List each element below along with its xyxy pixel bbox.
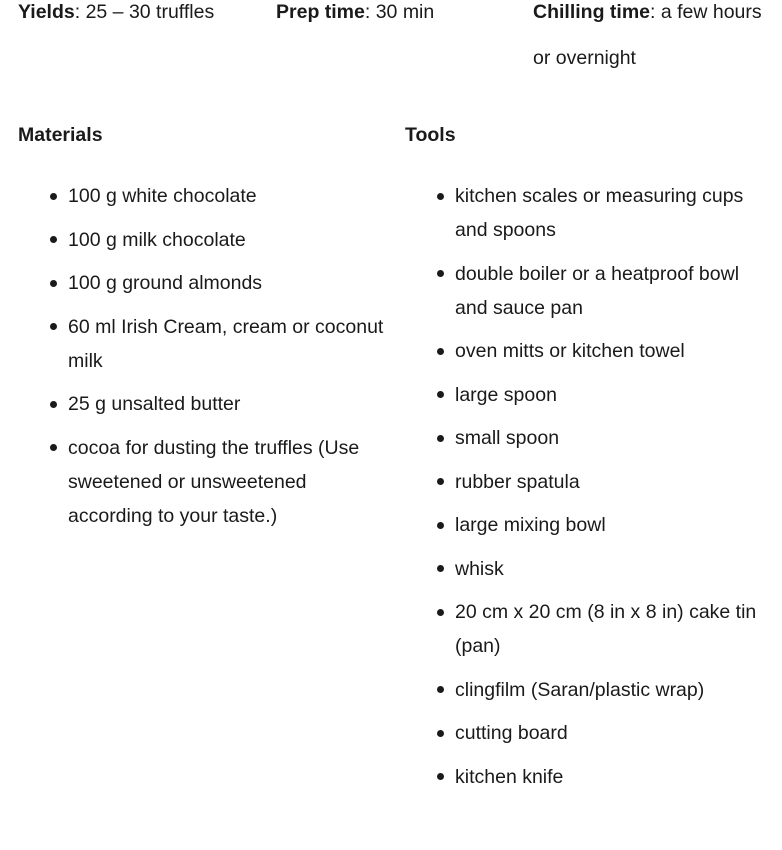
list-item: large spoon [405, 378, 775, 412]
yields-value: : 25 – 30 truffles [74, 1, 215, 23]
list-item: rubber spatula [405, 465, 775, 499]
list-item: whisk [405, 552, 775, 586]
list-item: kitchen knife [405, 760, 775, 794]
prep-time-value: : 30 min [364, 1, 435, 23]
tools-section [405, 118, 775, 788]
chilling-time-label: Chilling time [533, 1, 650, 23]
list-item: cutting board [405, 716, 775, 750]
list-item: clingfilm (Saran/plastic wrap) [405, 673, 775, 707]
list-item: 60 ml Irish Cream, cream or coconut milk [18, 310, 388, 378]
list-item: kitchen scales or measuring cups and spoons [405, 179, 775, 247]
prep-time-label: Prep time [276, 1, 365, 23]
materials-list [18, 179, 388, 542]
list-item: 100 g milk chocolate [18, 223, 388, 257]
materials-section [18, 118, 388, 527]
chilling-time-value: : a few hours or overnight [533, 1, 762, 69]
list-item: small spoon [405, 421, 775, 455]
yields [18, 0, 214, 29]
list-item: 100 g ground almonds [18, 266, 388, 300]
list-item: 25 g unsalted butter [18, 387, 388, 421]
tools-list [405, 179, 775, 803]
yields-label: Yields [18, 1, 75, 23]
list-item: oven mitts or kitchen towel [405, 334, 775, 368]
list-item: cocoa for dusting the truffles (Use sweetened or unsweetened according to your taste.) [18, 431, 388, 533]
recipe-meta [0, 0, 782, 85]
chilling-time [533, 0, 773, 81]
prep-time [276, 0, 434, 29]
list-item: double boiler or a heatproof bowl and sauce pan [405, 257, 775, 325]
list-item: 100 g white chocolate [18, 179, 388, 213]
tools-heading: Tools [405, 124, 456, 146]
materials-heading: Materials [18, 124, 103, 146]
list-item: large mixing bowl [405, 508, 775, 542]
list-item: 20 cm x 20 cm (8 in x 8 in) cake tin (pan) [405, 595, 775, 663]
